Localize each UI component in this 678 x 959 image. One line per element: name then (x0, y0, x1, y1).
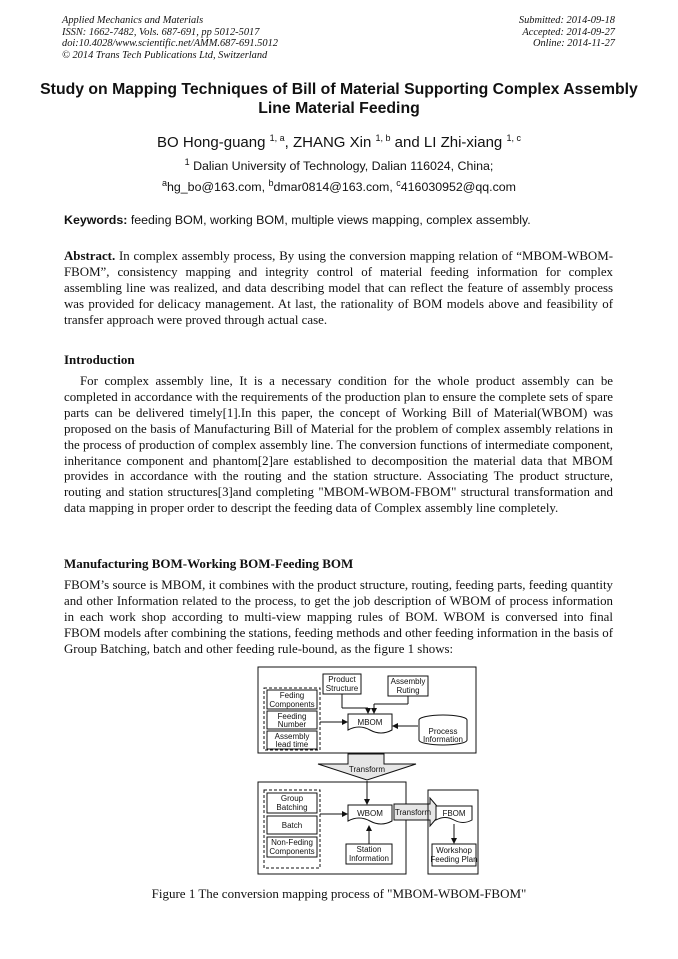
author-name: ZHANG Xin (292, 134, 372, 151)
figure-1-diagram (250, 664, 480, 887)
journal-name: Applied Mechanics and Materials (62, 15, 204, 26)
feding-components-line2: Components (269, 700, 315, 709)
feding-components-line1: Feding (279, 691, 305, 700)
assembly-ruting-line2: Ruting (396, 686, 420, 695)
non-feding-components-line1: Non-Feding (271, 838, 313, 847)
wbom-label: WBOM (357, 809, 383, 818)
email-list: $^a$hg_bo@163.com, $^b$dmar0814@163.com, $^c$416030952@qq.com (161, 178, 516, 195)
workshop-feeding-plan-line2: Feeding Plan (430, 855, 478, 864)
process-information-line2: Information (422, 735, 464, 744)
keywords (64, 213, 624, 227)
mapping-diagram-svg (250, 664, 480, 882)
author-superscript: 1, a (269, 133, 285, 143)
paper-title: Study on Mapping Techniques of Bill of Material Supporting Complex Assembly Line Material Feeding (40, 81, 638, 117)
dates-header (519, 15, 615, 50)
abstract (64, 249, 613, 329)
assembly-ruting-line1: Assembly (390, 677, 426, 686)
assembly-lead-time-line1: Assembly (274, 732, 310, 741)
affiliation-superscript: 1 (184, 157, 190, 167)
group-batching-line2: Batching (276, 803, 308, 812)
non-feding-components-line2: Components (269, 847, 315, 856)
product-structure-line1: Product (328, 675, 356, 684)
transform-down-label: Transform (348, 765, 386, 774)
author-name: BO Hong-guang (157, 134, 266, 151)
station-information-line1: Station (356, 845, 382, 854)
keywords-label: Keywords: (64, 213, 128, 227)
author-separator: and (390, 134, 424, 151)
section-heading-bom: Manufacturing BOM-Working BOM-Feeding BOM (64, 556, 354, 571)
section-heading-introduction: Introduction (64, 352, 135, 367)
author-superscript: 1, b (375, 133, 391, 143)
email-link[interactable]: hg_bo@163.com (167, 180, 262, 195)
issn-line: ISSN: 1662-7482, Vols. 687-691, pp 5012-5017 (62, 26, 260, 38)
process-information-line1: Process (428, 727, 458, 736)
accepted-date: Accepted: 2014-09-27 (522, 26, 615, 38)
feeding-number-line2: Number (277, 720, 307, 729)
abstract-text: In complex assembly process, By using the conversion mapping relation of “MBOM-WBOM-FBOM”, consistency mapping and integrity control of material feeding information for complex assembling line was realized, and data describing model that can reflect the feature of assembly process was provided for delicacy management. At last, the rationality of BOM models above and feasibility of transfer approach were proved through actual case. (64, 249, 613, 327)
station-information-line2: Information (348, 854, 390, 863)
assembly-lead-time-line2: lead time (275, 740, 309, 749)
email-superscript: b (268, 178, 274, 188)
batch-label: Batch (281, 821, 303, 830)
submitted-date: Submitted: 2014-09-18 (518, 15, 615, 26)
email-superscript: a (161, 178, 167, 188)
bom-paragraph: FBOM’s source is MBOM, it combines with the product structure, routing, feeding parts, feeding quantity and other Information related to the process, to get the job description of WBOM of process information in each work shop according to multi-view mapping rules of BOM. WBOM is conversed into final FBOM models after combining the stations, feeding methods and other feeding information in the basis of Group Batching, batch and other feeding rule-bound, as the figure 1 shows: (64, 578, 613, 656)
author-name: LI Zhi-xiang (423, 134, 503, 151)
mbom-label: MBOM (357, 718, 383, 727)
transform-right-label: Transform (394, 808, 432, 817)
figure-caption: Figure 1 The conversion mapping process of "MBOM-WBOM-FBOM" (151, 886, 527, 901)
group-batching-line1: Group (280, 794, 304, 803)
online-date: Online: 2014-11-27 (532, 38, 615, 50)
author-separator: , (284, 134, 293, 151)
introduction-paragraph: For complex assembly line, It is a necessary condition for the whole product assembly can be completed in accordance with the requirements of the production plan to ensure the complete sets of spare parts can be delivered timely[1].In this paper, the concept of Working Bill of Material(WBOM) was proposed on the basis of Manufacturing Bill of Material for the problem of complex assembly relations in the process of production of complex assembly line. The conversion functions of intermediate component, inheritance component and phantom[2]are established to decomposition the material data that MBOM provides in accordance with the routing and the station structure. Associating The product structure, routing and station structures[3]and completing "MBOM-WBOM-FBOM" structural transformation and data mapping in proper order to descript the feeding data of Complex assembly line completely. (64, 374, 613, 516)
fbom-label: FBOM (442, 809, 466, 818)
affiliation-text: Dalian University of Technology, Dalian 116024, China; (193, 159, 494, 174)
workshop-feeding-plan-line1: Workshop (436, 846, 472, 855)
email-link[interactable]: dmar0814@163.com (273, 180, 390, 195)
email-link[interactable]: 416030952@qq.com (400, 180, 516, 195)
keywords-text: feeding BOM, working BOM, multiple views mapping, complex assembly. (130, 213, 531, 227)
feeding-number-line1: Feeding (277, 712, 307, 721)
journal-header (62, 15, 278, 61)
email-superscript: c (396, 178, 401, 188)
copyright-line: © 2014 Trans Tech Publications Ltd, Switzerland (62, 49, 268, 61)
affiliation (0, 157, 678, 173)
abstract-label: Abstract. (64, 249, 116, 263)
author-list (0, 133, 678, 151)
doi-line: doi:10.4028/www.scientific.net/AMM.687-691.5012 (62, 38, 278, 50)
author-superscript: 1, c (506, 133, 521, 143)
product-structure-line2: Structure (325, 684, 359, 693)
